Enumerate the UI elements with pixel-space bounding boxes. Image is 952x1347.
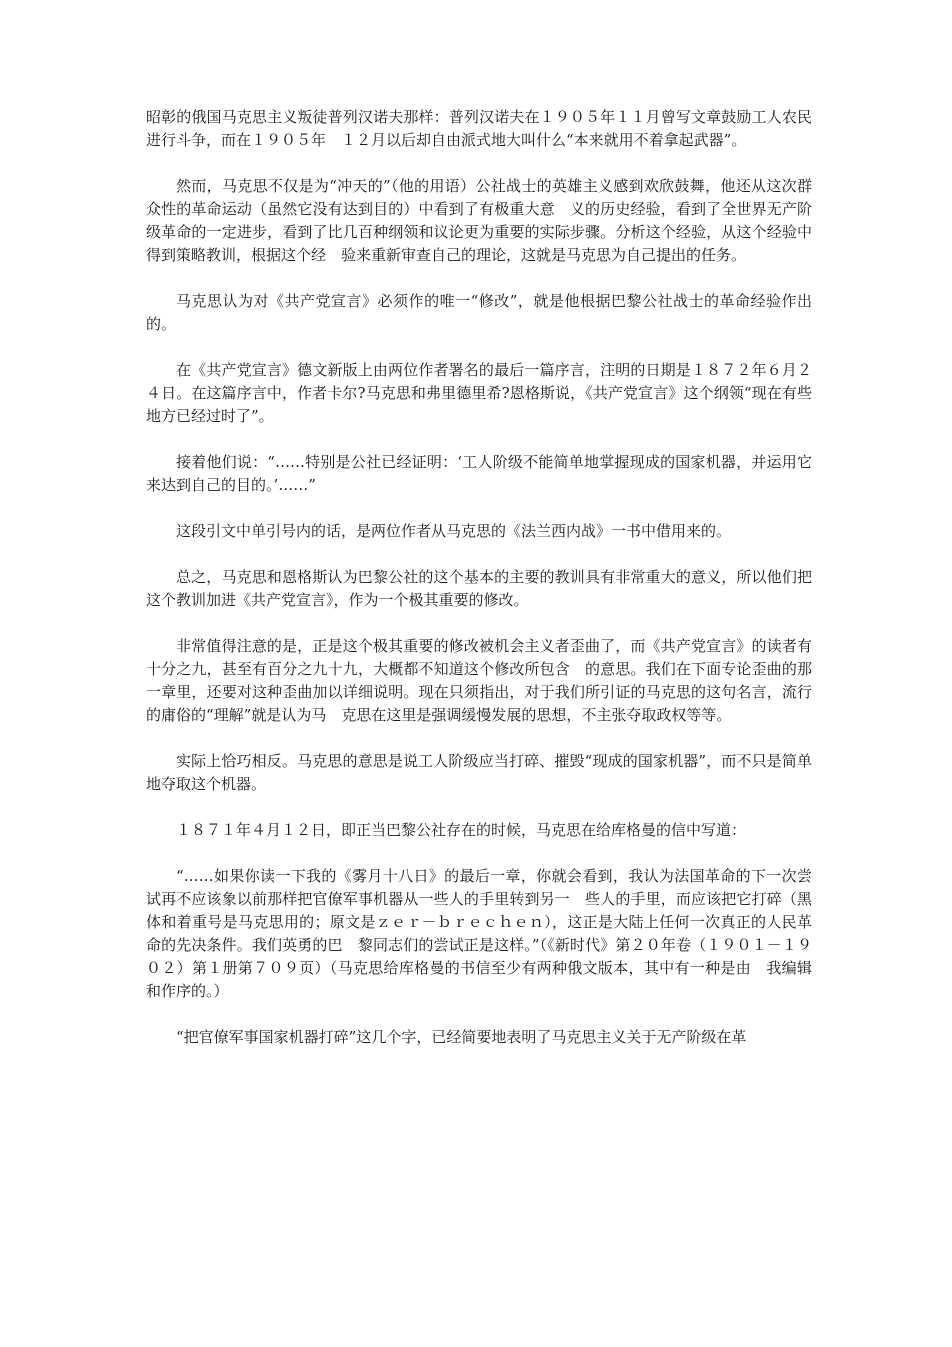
paragraph-10: １８７１年４月１２日，即正当巴黎公社存在的时候，马克思在给库格曼的信中写道： (176, 821, 747, 839)
paragraph-7: 总之，马克思和恩格斯认为巴黎公社的这个基本的主要的教训具有非常重大的意义，所以他们把这个教训加进《共产党宣言》，作为一个极其重要的修改。 (146, 568, 812, 609)
paragraph-2: 然而，马克思不仅是为“冲天的”（他的用语）公社战士的英雄主义感到欢欣鼓舞，他还从这次群众性的革命运动（虽然它没有达到目的）中看到了有极重大意 义的历史经验，看到了全世界无产阶级革命的一定进步，看到了比几百种纲领和议论更为重要的实际步骤。分析这个经验，从这个经验中得到策略教训，根据这个经 验来重新审查自己的理论，这就是马克思为自己提出的任务。 (146, 177, 812, 264)
document-page (146, 106, 812, 1049)
paragraph-11: “……如果你读一下我的《雾月十八日》的最后一章，你就会看到，我认为法国革命的下一次尝试再不应该象以前那样把官僚军事机器从一些人的手里转到另一 些人的手里，而应该把它打碎（黑体和着重号是马克思用的；原文是ｚｅｒ－ｂｒｅｃｈｅｎ），这正是大陆上任何一次真正的人民革命的先决条件。我们英勇的巴 黎同志们的尝试正是这样。”（《新时代》第２０年卷（１９０１－１９０２）第１册第７０９页）（马克思给库格曼的书信至少有两种俄文版本，其中有一种是由 我编辑和作序的。） (146, 867, 812, 1000)
paragraph-1: 昭彰的俄国马克思主义叛徒普列汉诺夫那样：普列汉诺夫在１９０５年１１月曾写文章鼓励工人农民进行斗争，而在１９０５年 １２月以后却自由派式地大叫什么“本来就用不着拿起武器”。 (146, 108, 812, 149)
paragraph-3: 马克思认为对《共产党宣言》必须作的唯一“修改”，就是他根据巴黎公社战士的革命经验作出的。 (146, 292, 812, 333)
paragraph-6: 这段引文中单引号内的话，是两位作者从马克思的《法兰西内战》一书中借用来的。 (176, 522, 732, 540)
paragraph-8: 非常值得注意的是，正是这个极其重要的修改被机会主义者歪曲了，而《共产党宣言》的读者有十分之九，甚至有百分之九十九，大概都不知道这个修改所包含 的意思。我们在下面专论歪曲的那一章里，还要对这种歪曲加以详细说明。现在只须指出，对于我们所引证的马克思的这句名言，流行的庸俗的“理解”就是认为马 克思在这里是强调缓慢发展的思想，不主张夺取政权等等。 (146, 637, 812, 724)
paragraph-4: 在《共产党宣言》德文新版上由两位作者署名的最后一篇序言，注明的日期是１８７２年６月２４日。在这篇序言中，作者卡尔?马克思和弗里德里希?恩格斯说，《共产党宣言》这个纲领“现在有些地方已经过时了”。 (146, 361, 812, 425)
paragraph-12: “把官僚军事国家机器打碎”这几个字，已经简要地表明了马克思主义关于无产阶级在革 (176, 1028, 747, 1046)
paragraph-9: 实际上恰巧相反。马克思的意思是说工人阶级应当打碎、摧毁“现成的国家机器”，而不只是简单地夺取这个机器。 (146, 752, 812, 793)
paragraph-5: 接着他们说：“……特别是公社已经证明：‘工人阶级不能简单地掌握现成的国家机器，并运用它来达到自己的目的。’……” (146, 453, 812, 494)
